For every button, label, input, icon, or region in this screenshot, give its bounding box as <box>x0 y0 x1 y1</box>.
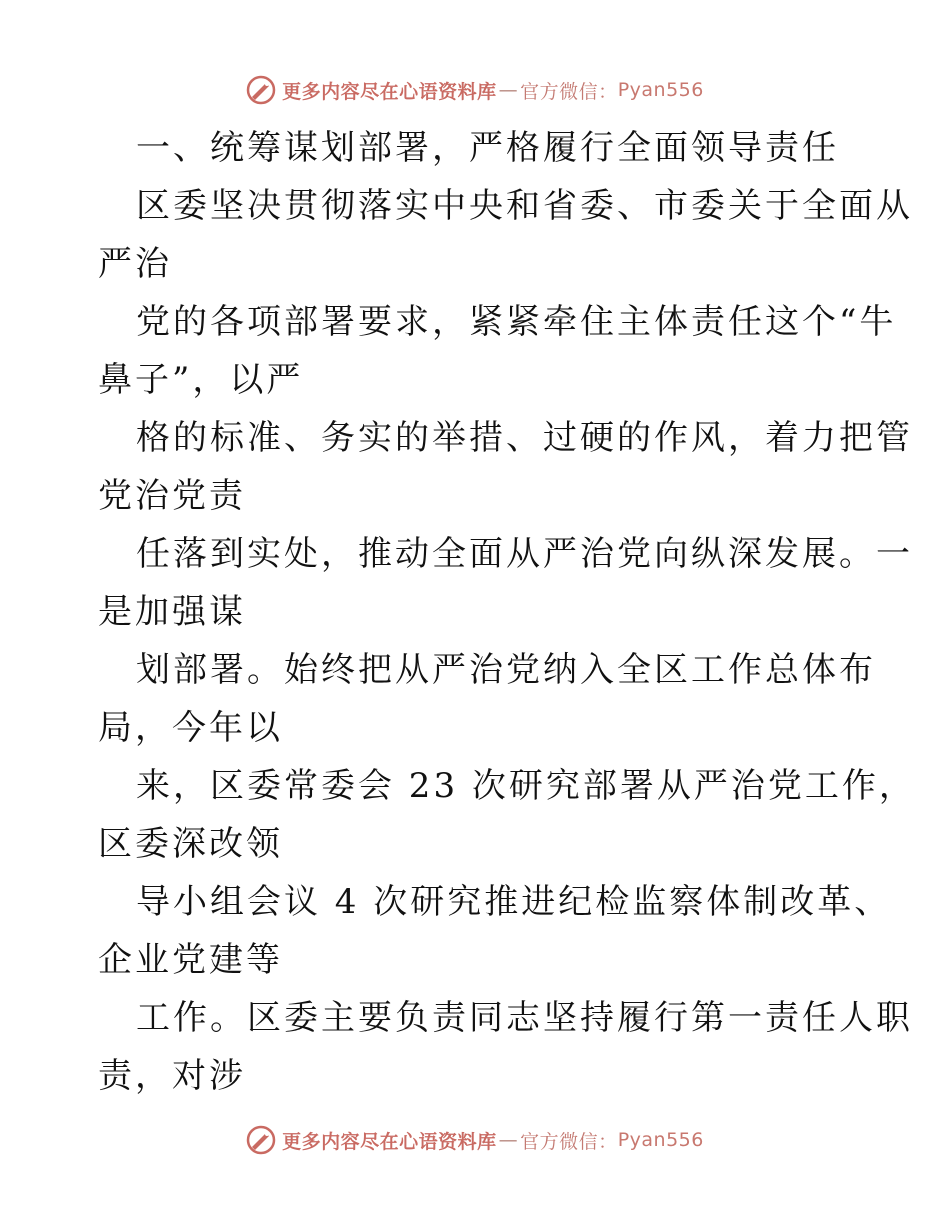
pen-logo-icon <box>246 1125 276 1155</box>
text-line: 严治 <box>98 244 172 284</box>
footer-watermark <box>0 1120 950 1160</box>
pen-logo-icon <box>246 75 276 105</box>
text-line: 区委坚决贯彻落实中央和省委、市委关于全面从 <box>136 186 913 226</box>
text-line: 划部署。始终把从严治党纳入全区工作总体布 <box>136 650 876 690</box>
watermark-brand: 更多内容尽在心语资料库 <box>282 1130 497 1153</box>
text-line: 区委深改领 <box>98 824 283 864</box>
watermark-separator: — <box>498 1129 519 1151</box>
heading-line: 一、统筹谋划部署，严格履行全面领导责任 <box>136 128 839 168</box>
header-watermark <box>0 70 950 110</box>
text-line: 企业党建等 <box>98 940 283 980</box>
text-line: 导小组会议 4 次研究推进纪检监察体制改革、 <box>136 882 892 922</box>
watermark-wechat-id: Pyan556 <box>617 79 704 101</box>
text-line: 格的标准、务实的举措、过硬的作风，着力把管 <box>136 418 913 458</box>
text-line: 是加强谋 <box>98 592 246 632</box>
text-line: 党的各项部署要求，紧紧牵住主体责任这个“牛 <box>136 302 897 342</box>
text-line: 局，今年以 <box>98 708 283 748</box>
text-line: 党治党责 <box>98 476 246 516</box>
watermark-label: 官方微信： <box>520 1130 618 1153</box>
text-line: 鼻子”，以严 <box>98 360 304 400</box>
watermark-wechat-id: Pyan556 <box>617 1129 704 1151</box>
watermark-brand: 更多内容尽在心语资料库 <box>282 80 497 103</box>
watermark-separator: — <box>498 79 519 101</box>
text-line: 责，对涉 <box>98 1056 246 1096</box>
watermark-label: 官方微信： <box>520 80 618 103</box>
text-line: 来，区委常委会 23 次研究部署从严治党工作， <box>136 766 916 806</box>
text-line: 工作。区委主要负责同志坚持履行第一责任人职 <box>136 998 913 1038</box>
text-line: 任落到实处，推动全面从严治党向纵深发展。一 <box>136 534 913 574</box>
